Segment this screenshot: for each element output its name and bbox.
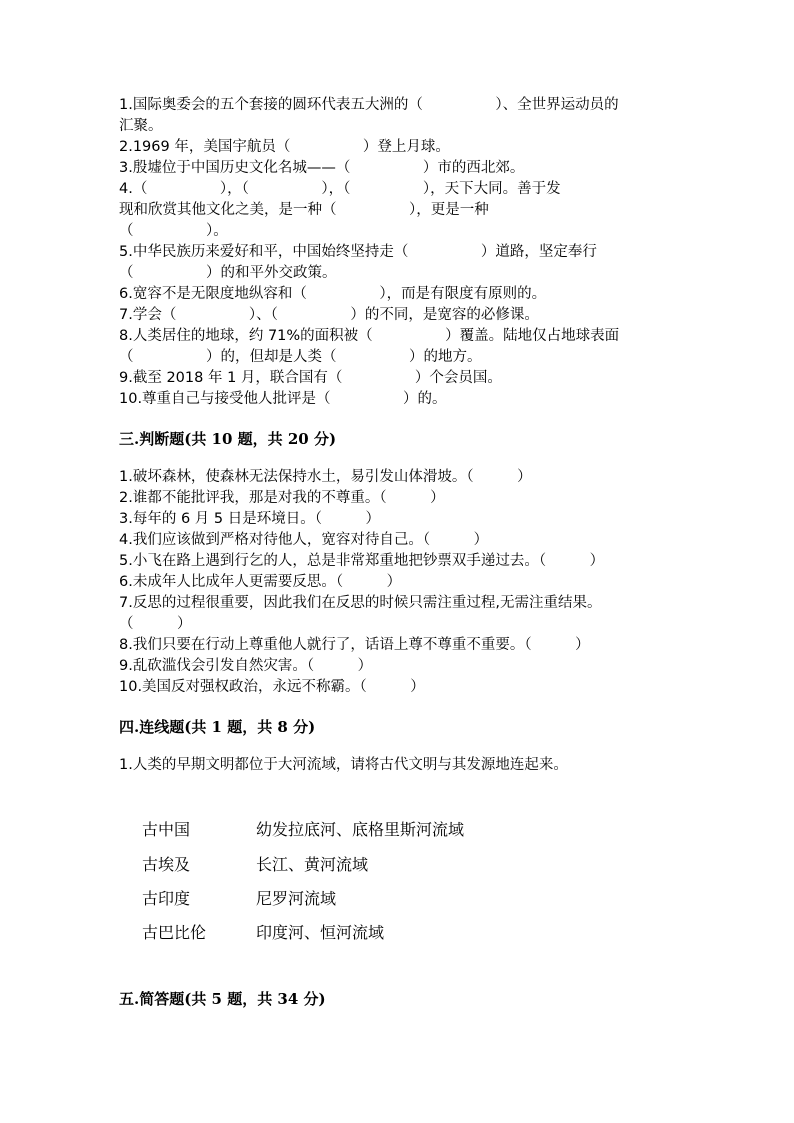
- blank-q9: 9.截至 2018 年 1 月，联合国有（ ）个会员国。: [119, 370, 502, 386]
- match-right-item: 幼发拉底河、底格里斯河流域: [256, 820, 465, 839]
- judge-q7-line1: 7.反思的过程很重要，因此我们在反思的时候只需注重过程,无需注重结果。: [119, 595, 602, 611]
- section5-heading: 五.简答题(共 5 题，共 34 分): [119, 990, 326, 1008]
- judge-q3: 3.每年的 6 月 5 日是环境日。（ ）: [119, 511, 380, 527]
- judge-q1: 1.破坏森林，使森林无法保持水土，易引发山体滑坡。（ ）: [119, 469, 532, 485]
- blank-q8-line2: （ ）的，但却是人类（ ）的地方。: [119, 349, 482, 365]
- judge-q9: 9.乱砍滥伐会引发自然灾害。（ ）: [119, 658, 373, 674]
- blank-q4-line3: （ ）。: [119, 223, 228, 239]
- match-right-item: 尼罗河流域: [256, 889, 337, 908]
- blank-q4-line1: 4.（ ），（ ），（ ），天下大同。善于发: [119, 181, 561, 197]
- judge-q6: 6.未成年人比成年人更需要反思。（ ）: [119, 574, 402, 590]
- blank-q7: 7.学会（ ）、（ ）的不同，是宽容的必修课。: [119, 307, 539, 323]
- match-left-item: 古印度: [142, 889, 191, 908]
- match-right-item: 印度河、恒河流域: [256, 923, 385, 942]
- blank-q1-line1: 1.国际奥委会的五个套接的圆环代表五大洲的（ ）、全世界运动员的: [119, 97, 619, 113]
- section3-heading: 三.判断题(共 10 题，共 20 分): [119, 430, 337, 448]
- blank-q2: 2.1969 年，美国宇航员（ ）登上月球。: [119, 139, 450, 155]
- blank-q10: 10.尊重自己与接受他人批评是（ ）的。: [119, 391, 447, 407]
- judge-q10: 10.美国反对强权政治，永远不称霸。（ ）: [119, 679, 425, 695]
- judge-q2: 2.谁都不能批评我，那是对我的不尊重。（ ）: [119, 490, 445, 506]
- blank-q3: 3.殷墟位于中国历史文化名城——（ ）市的西北郊。: [119, 160, 525, 176]
- match-left-item: 古埃及: [142, 855, 191, 874]
- blank-q1-line2: 汇聚。: [119, 118, 163, 134]
- blank-q5-line1: 5.中华民族历来爱好和平，中国始终坚持走（ ）道路，坚定奉行: [119, 244, 597, 260]
- blank-q5-line2: （ ）的和平外交政策。: [119, 265, 337, 281]
- match-left-item: 古中国: [142, 820, 191, 839]
- blank-q8-line1: 8.人类居住的地球，约 71%的面积被（ ）覆盖。陆地仅占地球表面: [119, 328, 620, 344]
- judge-q8: 8.我们只要在行动上尊重他人就行了，话语上尊不尊重不重要。（ ）: [119, 637, 590, 653]
- blank-q4-line2: 现和欣赏其他文化之美，是一种（ ），更是一种: [119, 202, 489, 218]
- judge-q4: 4.我们应该做到严格对待他人，宽容对待自己。（ ）: [119, 532, 489, 548]
- match-question: 1.人类的早期文明都位于大河流域，请将古代文明与其发源地连起来。: [119, 757, 568, 773]
- match-right-item: 长江、黄河流域: [256, 855, 369, 874]
- match-left-item: 古巴比伦: [142, 923, 207, 942]
- blank-q6: 6.宽容不是无限度地纵容和（ ），而是有限度有原则的。: [119, 286, 547, 302]
- judge-q5: 5.小飞在路上遇到行乞的人，总是非常郑重地把钞票双手递过去。（ ）: [119, 553, 605, 569]
- judge-q7-line2: （ ）: [119, 616, 192, 632]
- section4-heading: 四.连线题(共 1 题，共 8 分): [119, 718, 316, 736]
